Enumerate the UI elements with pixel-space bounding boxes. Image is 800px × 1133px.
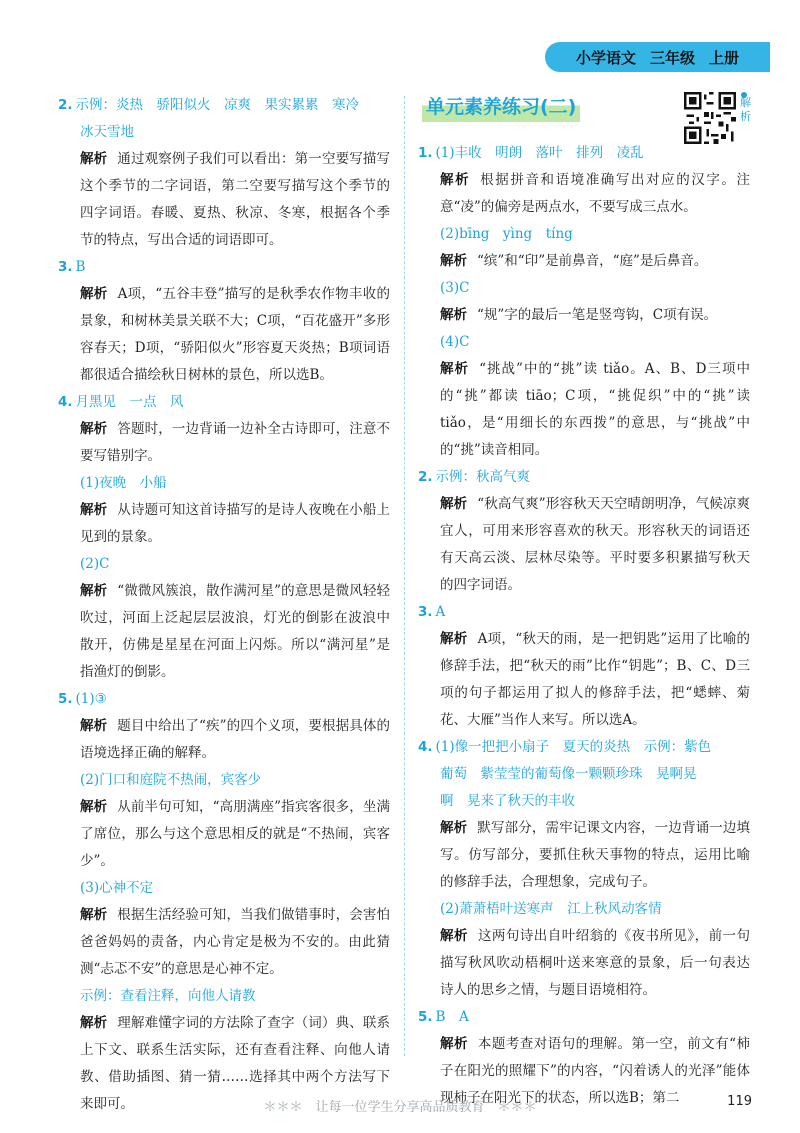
answer-line: 5. B A [418,1009,469,1025]
answer-line: 2. 示例：秋高气爽 [418,469,531,485]
qr-label: 解析 [740,96,751,123]
analysis: 解析 根据拼音和语境准确写出对应的汉字。注意“凌”的偏旁是两点水，不要写成三点水。 [440,172,751,215]
answer-line: 啊 晃来了秋天的丰收 [440,793,575,809]
unit-title: 单元素养练习(二) [422,92,580,122]
sub-answer: (2)C [80,556,110,572]
header-tag [545,42,770,72]
analysis: 解析 “秋高气爽”形容秋天天空晴朗明净，气候凉爽宜人，可用来形容喜欢的秋天。形容秋天的词语还有天高云淡、层林尽染等。平时要多积累描写秋天的四字词语。 [440,496,750,593]
page-number: 119 [727,1094,752,1109]
analysis: 解析 A项，“五谷丰登”描写的是秋季农作物丰收的景象，和树林美景关联不大；C项，“百花盛开”多形容春天；D项，“骄阳似火”形容夏天炎热；B项词语都很适合描绘秋日树林的景色，所以选B。 [80,286,390,383]
header-subject: 小学语文 [575,48,636,67]
analysis: 解析 “缤”和“印”是前鼻音，“庭”是后鼻音。 [440,253,708,269]
sub-answer: (3)C [440,280,470,296]
analysis: 解析 从诗题可知这首诗描写的是诗人夜晚在小船上见到的景象。 [80,502,391,545]
right-column [418,92,750,1112]
sub-answer: (2)bīng yìng tíng [440,226,573,242]
answer-line: 3. A [418,604,446,620]
answer-line: 4. 月黑见 一点 风 [58,394,184,410]
answer-line: 4. (1)像一把把小扇子 夏天的炎热 示例：紫色 [418,739,712,755]
analysis: 解析 默写部分，需牢记课文内容，一边背诵一边填写。仿写部分，要抓住秋天事物的特点，运用比喻的修辞手法，合理想象，完成句子。 [440,820,751,890]
sub-answer: 示例：查看注释，向他人请教 [80,988,256,1004]
analysis: 解析 A项，“秋天的雨，是一把钥匙”运用了比喻的修辞手法，把“秋天的雨”比作“钥匙”；B、C、D三项的句子都运用了拟人的修辞手法，把“蟋蟀、菊花、大雁”当作人来写。所以选A。 [440,631,750,728]
left-column [58,92,390,1118]
answer-line: 2. 示例：炎热 骄阳似火 凉爽 果实累累 寒冷 [58,97,360,113]
header-grade: 三年级 [649,48,695,67]
answer-line: 冰天雪地 [80,124,134,140]
sub-answer: (4)C [440,334,470,350]
header-volume: 上册 [709,48,740,67]
analysis: 解析 答题时，一边背诵一边补全古诗即可，注意不要写错别字。 [80,421,391,464]
sub-answer: (3)心神不定 [80,880,154,896]
column-divider [404,96,405,1056]
answer-line: 1. (1)丰收 明朗 落叶 排列 凌乱 [418,145,644,161]
analysis: 解析 理解难懂字词的方法除了查字（词）典、联系上下文、联系生活实际，还有查看注释、向他人请教、借助插图、猜一猜……选择其中两个方法写下来即可。 [80,1015,391,1112]
analysis: 解析 题目中给出了“疾”的四个义项，要根据具体的语境选择正确的解释。 [80,718,390,761]
analysis: 解析 本题考查对语句的理解。第一空，前文有“柿子在阳光的照耀下”的内容，“闪着诱人的光泽”能体现柿子在阳光下的状态，所以选B；第二 [440,1036,751,1106]
footer-slogan: ＊＊＊ 让每一位学生分享高品质教育 ＊＊＊ [263,1100,537,1115]
answer-line: 葡萄 紫莹莹的葡萄像一颗颗珍珠 晃啊晃 [440,766,697,782]
answer-line: 5. (1)③ [58,691,107,707]
sub-answer: (2)萧萧梧叶送寒声 江上秋风动客情 [440,901,662,917]
analysis: 解析 从前半句可知，“高朋满座”指宾客很多，坐满了席位，那么与这个意思相反的就是“不热闹，宾客少”。 [80,799,390,869]
analysis: 解析 “规”字的最后一笔是竖弯钩，C项有误。 [440,307,718,323]
analysis: 解析 “微微风簇浪，散作满河星”的意思是微风轻轻吹过，河面上泛起层层波浪，灯光的倒影在波浪中散开，仿佛是星星在河面上闪烁。所以“满河星”是指渔灯的倒影。 [80,583,390,680]
analysis: 解析 “挑战”中的“挑”读 tiǎo。A、B、D三项中的“挑”都读 tiāo；C项，“挑促织”中的“挑”读 tiǎo，是“用细长的东西拨”的意思，与“挑战”中的“挑”读音相同。 [440,361,750,458]
answer-line: 3. B [58,259,86,275]
sub-answer: (1)夜晚 小船 [80,475,167,491]
analysis: 解析 这两句诗出自叶绍翁的《夜书所见》，前一句描写秋风吹动梧桐叶送来寒意的景象，后一句表达诗人的思乡之情，与题目语境相符。 [440,928,751,998]
analysis: 解析 通过观察例子我们可以看出：第一空要写描写这个季节的二字词语，第二空要写描写这个季节的四字词语。春暖、夏热、秋凉、冬寒，根据各个季节的特点，写出合适的词语即可。 [80,151,391,248]
sub-answer: (2)门口和庭院不热闹，宾客少 [80,772,262,788]
analysis: 解析 根据生活经验可知，当我们做错事时，会害怕爸爸妈妈的责备，内心肯定是极为不安的。由此猜测“忐忑不安”的意思是心神不定。 [80,907,391,977]
